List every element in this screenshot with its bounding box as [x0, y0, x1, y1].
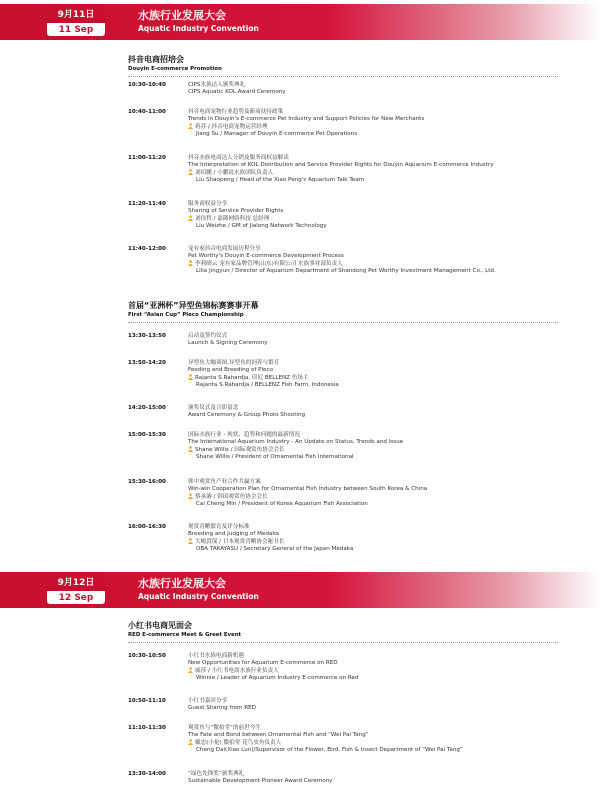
- item-title-cn: 小红书嘉宾分享: [188, 698, 228, 704]
- item-time: 14:20-15:00: [128, 405, 166, 411]
- item-title-cn: 观赏鱼与“微拍堂”的前世今生: [188, 725, 261, 731]
- speaker-cn: 戴忠(小伦) 微拍堂 花鸟虫鱼负责人: [195, 740, 282, 746]
- item-title-en: Guest Sharing from RED: [188, 705, 256, 711]
- convention-title: [138, 9, 259, 34]
- speaker-en: Cai Cheng Min / President of Korea Aquarium Fish Association: [196, 501, 368, 507]
- item-time: 10:40-11:00: [128, 109, 166, 115]
- item-title-cn: “绿色先锋奖”颁奖典礼: [188, 771, 245, 777]
- speaker-en: Winnie / Leader of Aquarium Industry E-commerce on Red: [196, 675, 359, 681]
- item-title-cn: CIPS水族达人颁奖典礼: [188, 82, 246, 88]
- item-time: 11:20-11:40: [128, 201, 166, 207]
- section-heading: [128, 54, 222, 73]
- date-cn: 9月12日: [47, 576, 105, 591]
- item-time: 11:10-11:30: [128, 725, 166, 731]
- item-title-cn: 启动及签约仪式: [188, 333, 228, 339]
- date-badge: [46, 575, 106, 605]
- convention-title-en: Aquatic Industry Convention: [138, 592, 259, 601]
- convention-title-en: Aquatic Industry Convention: [138, 24, 259, 33]
- item-title-en: Award Ceremony & Group Photo Shooting: [188, 412, 306, 418]
- speaker-cn: 刘绍鹏 / 小鹏说水族团队负责人: [195, 170, 274, 176]
- item-title-cn: 宠有家抖音电商发展历程分享: [188, 246, 261, 252]
- date-cn: 9月11日: [47, 8, 105, 23]
- item-title-cn: 小红书水族电商新机遇: [188, 653, 244, 659]
- speaker-icon: [188, 260, 193, 266]
- item-title-cn: 观赏青鳉繁育及评分标准: [188, 524, 250, 530]
- speaker-en: Shane Willis / President of Ornamental Fish International: [196, 454, 354, 460]
- date-badge: [46, 7, 106, 37]
- speaker-cn: 蔡承濬 / 韩国观赏鱼协会会长: [195, 494, 268, 500]
- item-title-en: Pet Worthy's Douyin E-commerce Development Process: [188, 253, 344, 259]
- item-title-en: Sharing of Service Provider Rights: [188, 208, 284, 214]
- convention-title-cn: 水族行业发展大会: [138, 9, 226, 22]
- speaker-en: Lilia Jingyun / Director of Aquarium Department of Shandong Pet Worthy Investment Management Co., Ltd.: [196, 268, 496, 274]
- item-title-cn: 韩中观赏鱼产业合作共赢方案: [188, 479, 261, 485]
- speaker-en: OBA TAKAYASU / Secretary General of the Japan Medaka: [196, 546, 354, 552]
- speaker-cn: 刘伟哲 / 嘉隆网络科技 总经理: [195, 216, 270, 222]
- section-heading: [128, 300, 259, 319]
- section-title-en: First “Asian Cup” Pleco Championship: [128, 312, 244, 318]
- speaker-icon: [188, 667, 193, 673]
- item-time: 10:30-10:40: [128, 82, 166, 88]
- section-heading: [128, 620, 241, 639]
- item-time: 13:50-14:20: [128, 360, 166, 366]
- item-title-en: New Opportunities for Aquarium E-commerce on RED: [188, 660, 338, 666]
- speaker-en: Cheng Dai(Xiao Lun)/Supervisor of the Flower, Bird, Fish & Insect Department of “Wei Pai Tang”: [196, 747, 463, 753]
- item-time: 15:30-16:00: [128, 479, 166, 485]
- speaker-icon: [188, 169, 193, 175]
- item-title-en: Trends in Douyin's E-commerce Pet Industry and Support Policies for New Merchants: [188, 116, 425, 122]
- item-title-cn: 国际水族行业 - 现状、趋势和问题的最新情况: [188, 432, 300, 438]
- speaker-icon: [188, 123, 193, 129]
- item-time: 13:30-14:00: [128, 771, 166, 777]
- speaker-cn: 大嶋貴保 / 日本观赏青鳉协会秘书长: [195, 539, 285, 545]
- speaker-en: Liu Weizhe / GM of Jialong Network Technology: [196, 223, 327, 229]
- item-time: 15:00-15:30: [128, 432, 166, 438]
- speaker-en: Liu Shaopeng / Head of the Xiao Peng's Aquarium Talk Team: [196, 177, 365, 183]
- item-title-cn: 颁奖仪式及合影留念: [188, 405, 239, 411]
- section-title-en: RED E-commerce Meet & Greet Event: [128, 632, 242, 638]
- date-en: 11 Sep: [58, 25, 94, 35]
- section-title-cn: 抖音电商招培会: [128, 55, 184, 64]
- item-time: 10:30-10:50: [128, 653, 166, 659]
- item-title-en: The International Aquarium Industry - An Update on Status, Trends and Issue: [188, 439, 404, 445]
- speaker-en: Jiang Su / Manager of Douyin E-commerce Pet Operations: [196, 131, 358, 137]
- section-title-en: Douyin E-commerce Promotion: [128, 66, 222, 72]
- speaker-cn: Shane Willis / 国际观赏鱼协会会长: [195, 447, 285, 453]
- divider: [128, 322, 558, 323]
- item-time: 11:00-11:20: [128, 155, 166, 161]
- speaker-cn: 蒋苏 / 抖音电商宠物运营经理: [195, 124, 268, 130]
- section-title-cn: 首届“亚洲杯”异型鱼锦标赛赛事开幕: [128, 301, 259, 310]
- convention-title: [138, 577, 259, 602]
- date-en: 12 Sep: [58, 593, 94, 603]
- item-time: 11:40-12:00: [128, 246, 166, 252]
- item-time: 10:50-11:10: [128, 698, 166, 704]
- day-banner-sep-11: [0, 4, 600, 40]
- speaker-cn: 威莎 / 小红书电商水族行业负责人: [195, 668, 279, 674]
- speaker-icon: [188, 374, 193, 380]
- item-time: 13:30-13:50: [128, 333, 166, 339]
- item-time: 16:00-16:30: [128, 524, 166, 530]
- item-title-cn: 抖音电商宠物行业趋势及新商扶持政策: [188, 109, 284, 115]
- section-title-cn: 小红书电商见面会: [128, 621, 192, 630]
- item-title-en: Win-win Cooperation Plan for Ornamental Fish Industry between South Korea & China: [188, 486, 428, 492]
- item-title-en: The Fate and Bond between Ornamental Fish and “Wei Pai Tang”: [188, 732, 369, 738]
- item-title-cn: 抖音水族电商达人分销及服务商权益解读: [188, 155, 289, 161]
- speaker-icon: [188, 493, 193, 499]
- item-title-cn: 服务商权益分享: [188, 201, 228, 207]
- item-title-en: Breeding and Judging of Medaka: [188, 531, 279, 537]
- day-banner-sep-12: [0, 572, 600, 608]
- convention-title-cn: 水族行业发展大会: [138, 577, 226, 590]
- speaker-icon: [188, 446, 193, 452]
- divider: [128, 76, 558, 77]
- speaker-icon: [188, 538, 193, 544]
- item-title-en: Launch & Signing Ceremony: [188, 340, 268, 346]
- speaker-cn: 李莉晴云 宠有家品牌管理(山东)有限公司 水族事业部负责人: [195, 261, 343, 267]
- speaker-icon: [188, 739, 193, 745]
- speaker-cn: Rajanta S.Rahardja, 印尼 BELLENZ 鱼场主: [195, 375, 309, 381]
- item-title-en: The Interpretation of KOL Distribution and Service Provider Rights for Douyin Aquarium E-commerce Industry: [188, 162, 494, 168]
- speaker-icon: [188, 215, 193, 221]
- item-title-en: Sustainable Development Pioneer Award Ceremony: [188, 778, 333, 784]
- item-title-en: Feeding and Breeding of Pleco: [188, 367, 273, 373]
- divider: [128, 642, 558, 643]
- item-title-cn: 异型鱼大咖谈图,异型鱼的饲养与繁育: [188, 360, 280, 366]
- speaker-en: Rajanta S.Rahardja / BELLENZ Fish Farm, Indonesia: [196, 382, 339, 388]
- item-title-en: CIPS Aquatic KOL Award Ceremony: [188, 89, 286, 95]
